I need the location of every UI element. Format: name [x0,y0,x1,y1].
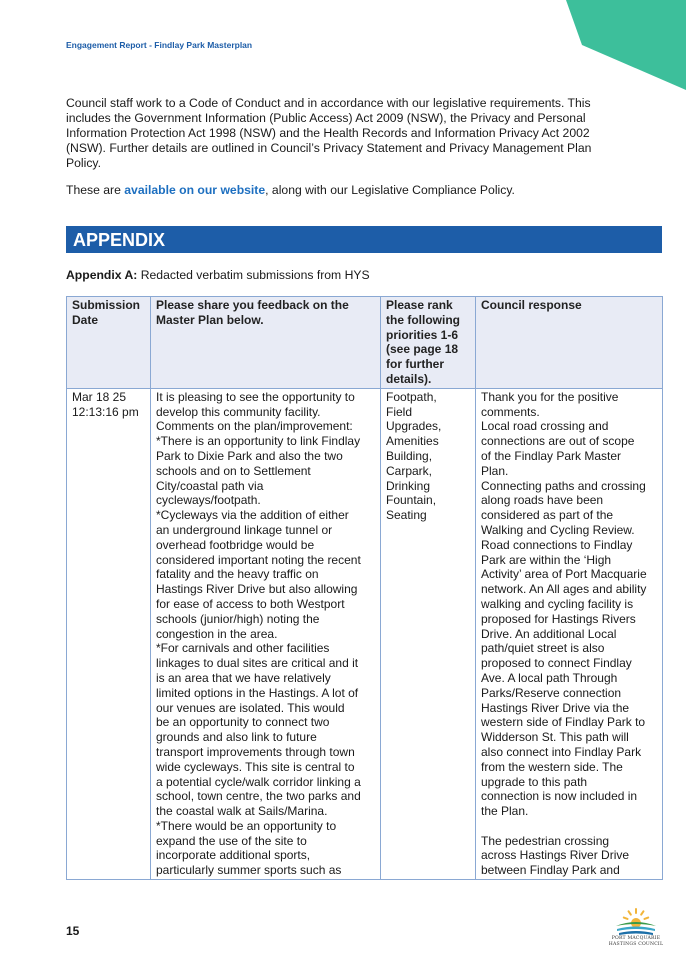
cell-line: Seating [386,508,427,523]
cell-line: path/quiet street is also [481,641,605,656]
cell-line: Drive. An additional Local [481,626,617,641]
cell-line: Carpark, [386,463,433,478]
cell-line: City/coastal path via [156,478,264,493]
cell-line: particularly summer sports such as [156,863,342,878]
appendix-subtitle [66,268,370,282]
cell-line: Connecting paths and crossing [481,478,646,493]
cell-response [476,388,663,879]
privacy-line: (NSW). Further details are outlined in Council’s Privacy Statement and Privacy Management Plan [66,141,592,155]
cell-line: transport improvements through town [156,744,355,759]
privacy-line: Policy. [66,156,101,170]
cell-line: schools (junior/high) noting the [156,611,320,626]
website-link[interactable]: available on our website [124,183,266,197]
cell-line: considered as part of the [481,508,614,523]
appendix-subtitle-label: Appendix A: [66,268,138,282]
table-header-row [67,297,663,389]
appendix-subtitle-text: Redacted verbatim submissions from HYS [137,268,370,282]
cell-line: Drinking [386,478,431,493]
table-row [67,388,663,879]
cell-line: *There is an opportunity to link Findlay [156,434,361,449]
cell-line [481,819,657,834]
cell-line: incorporate additional sports, [156,848,311,863]
cell-line: a potential cycle/walk corridor linking a [156,774,361,789]
cell-line: Footpath, [386,389,437,404]
cell-line: Amenities [386,434,439,449]
cell-line: Upgrades, [386,419,442,434]
cell-priorities [381,388,476,879]
cell-line: Park are within the ‘High [481,552,612,567]
cell-line: be an opportunity to connect two [156,715,330,730]
cell-line: Widderson St. This path will [481,730,629,745]
privacy-paragraph [66,96,626,171]
cell-line: across Hastings River Drive [481,848,630,863]
website-suffix: , along with our Legislative Compliance Policy. [265,183,515,197]
header-submission-date: Submission Date [67,297,151,389]
cell-line: Road connections to Findlay [481,537,633,552]
cell-line: wide cycleways. This site is central to [156,759,355,774]
submissions-table [66,296,663,880]
cell-line: It is pleasing to see the opportunity to [156,389,355,404]
cell-line: connection is now included in [481,789,638,804]
corner-accent-shape [566,0,686,90]
cell-line: Walking and Cycling Review. [481,522,635,537]
privacy-line: includes the Government Information (Public Access) Act 2009 (NSW), the Privacy and Personal [66,111,586,125]
cell-line: proposed to connect Findlay [481,656,632,671]
cell-line: Mar 18 25 [72,389,127,404]
cell-line: Field [386,404,413,419]
cell-line: schools and on to Settlement [156,463,311,478]
cell-line: network. An All ages and ability [481,582,647,597]
cell-line: Comments on the plan/improvement: [156,419,353,434]
cell-line: *For carnivals and other facilities [156,641,330,656]
council-logo-text: PORT MACQUARIE HASTINGS COUNCIL [608,936,664,947]
cell-feedback [151,388,381,879]
header-priorities: Please rank the following priorities 1-6 (see page 18 for further details). [381,297,476,389]
cell-line: connections are out of scope [481,434,635,449]
cell-line: Ave. A local path Through [481,670,618,685]
cell-line: Building, [386,448,433,463]
cell-line: comments. [481,404,540,419]
cell-line: *There would be an opportunity to [156,818,337,833]
cell-line: along roads have been [481,493,604,508]
cell-line: Parks/Reserve connection [481,685,622,700]
cell-line: is an area that we have relatively [156,670,331,685]
cell-date [67,388,151,879]
cell-line: Hastings River Drive via the [481,700,630,715]
cell-line: limited options in the Hastings. A lot of [156,685,359,700]
cell-line: western side of Findlay Park to [481,715,646,730]
cell-line: considered important noting the recent [156,552,361,567]
cell-line: cycleways/footpath. [156,493,261,508]
page-number: 15 [66,924,80,938]
cell-line: grounds and also link to future [156,730,317,745]
website-prefix: These are [66,183,125,197]
cell-line: walking and cycling facility is [481,596,634,611]
cell-line: the coastal walk at Sails/Marina. [156,804,328,819]
cell-line: Local road crossing and [481,419,609,434]
cell-line: Activity’ area of Port Macquarie [481,567,647,582]
report-header-title: Engagement Report - Findlay Park Masterplan [66,40,253,50]
cell-line: between Findlay Park and [481,863,620,878]
cell-line: upgrade to this path [481,774,588,789]
cell-line: expand the use of the site to [156,833,307,848]
cell-line: Thank you for the positive [481,389,619,404]
cell-line: the Plan. [481,804,529,819]
cell-line: linkages to dual sites are critical and it [156,656,359,671]
cell-line: an underground linkage tunnel or [156,522,333,537]
cell-line: Plan. [481,463,509,478]
cell-line: 12:13:16 pm [72,404,139,419]
cell-line: overhead footbridge would be [156,537,315,552]
cell-line: The pedestrian crossing [481,833,610,848]
privacy-line: Council staff work to a Code of Conduct and in accordance with our legislative requirements. This [66,96,591,110]
header-feedback: Please share you feedback on the Master Plan below. [151,297,381,389]
cell-line: school, town centre, the two parks and [156,789,361,804]
cell-line: our venues are isolated. This would [156,700,345,715]
council-logo-icon [608,906,664,956]
cell-line: also connect into Findlay Park [481,744,642,759]
cell-line: Park to Dixie Park and also the two [156,448,343,463]
cell-line: *Cycleways via the addition of either [156,508,349,523]
cell-line: of the Findlay Park Master [481,448,622,463]
cell-line: from the western side. The [481,759,623,774]
cell-line: Hastings River Drive but also allowing [156,582,358,597]
cell-line: fatality and the heavy traffic on [156,567,319,582]
appendix-banner: APPENDIX [66,226,662,253]
cell-line: congestion in the area. [156,626,278,641]
cell-line: develop this community facility. [156,404,321,419]
cell-line: Fountain, [386,493,437,508]
cell-line: for ease of access to both Westport [156,596,345,611]
cell-line: proposed for Hastings Rivers [481,611,636,626]
header-council-response: Council response [476,297,663,389]
website-paragraph [66,183,626,198]
privacy-line: Information Protection Act 1998 (NSW) and the Health Records and Information Privacy Act 2002 [66,126,590,140]
